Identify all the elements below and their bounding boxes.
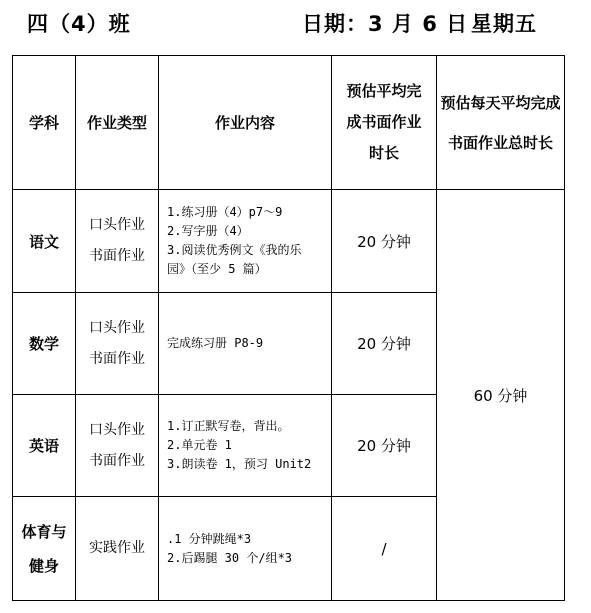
- homework-type: 书面作业: [89, 350, 145, 367]
- homework-type-cell: [76, 190, 159, 293]
- table-row: [13, 190, 565, 293]
- content-line: 园》（至少 5 篇）: [167, 262, 267, 276]
- header-line: 成书面作业: [346, 113, 422, 131]
- est-time-cell: 20 分钟: [332, 190, 437, 293]
- subject-cell: 数学: [13, 293, 76, 395]
- est-time-cell: /: [332, 497, 437, 601]
- header-line: 书面作业总时长: [447, 133, 553, 152]
- header-est-daily-total: [437, 56, 565, 190]
- header-line: 时长: [368, 144, 399, 162]
- homework-content-cell: [159, 190, 332, 293]
- homework-type-cell: [76, 497, 159, 601]
- subject-cell: [13, 497, 76, 601]
- homework-content-cell: [159, 497, 332, 601]
- homework-type: 书面作业: [89, 248, 145, 264]
- header-subject: 学科: [13, 56, 76, 190]
- homework-table: [12, 55, 565, 601]
- subject-cell: 语文: [13, 190, 76, 293]
- homework-content-cell: [159, 395, 332, 497]
- content-line: .1 分钟跳绳*3: [167, 531, 252, 546]
- homework-type: 实践作业: [89, 540, 145, 556]
- content-line: 3.阅读优秀例文《我的乐: [167, 243, 302, 257]
- content-line: 1.订正默写卷，背出。: [167, 419, 290, 433]
- weekday-label: 星期五: [471, 12, 537, 36]
- header-homework-content: 作业内容: [159, 56, 332, 190]
- content-line: 完成练习册 P8-9: [167, 336, 264, 350]
- header-homework-type: 作业类型: [76, 56, 159, 190]
- homework-type: 口头作业: [89, 217, 145, 233]
- date-label: 日期：3 月 6 日: [302, 12, 469, 36]
- table-header-row: [13, 56, 565, 190]
- homework-type: 口头作业: [89, 421, 145, 438]
- class-title: 四（4）班: [27, 12, 131, 36]
- content-line: 2.单元卷 1: [167, 438, 232, 452]
- homework-type: 口头作业: [89, 319, 145, 336]
- homework-type-cell: [76, 395, 159, 497]
- header-line: 预估每天平均完成: [440, 93, 561, 112]
- content-line: 3.朗读卷 1，预习 Unit2: [167, 457, 312, 471]
- est-time-cell: 20 分钟: [332, 293, 437, 395]
- total-time-cell: 60 分钟: [437, 190, 565, 601]
- content-line: 2.后踢腿 30 个/组*3: [167, 550, 293, 565]
- header-est-avg-time: [332, 56, 437, 190]
- subject-cell: 英语: [13, 395, 76, 497]
- subject-line: 体育与: [21, 522, 67, 541]
- est-time-cell: 20 分钟: [332, 395, 437, 497]
- homework-content-cell: [159, 293, 332, 395]
- content-line: 1.练习册（4）p7～9: [167, 205, 283, 219]
- content-line: 2.写字册（4）: [167, 224, 249, 238]
- subject-line: 健身: [28, 556, 59, 575]
- header-line: 预估平均完: [346, 82, 422, 100]
- homework-type: 书面作业: [89, 452, 145, 469]
- homework-type-cell: [76, 293, 159, 395]
